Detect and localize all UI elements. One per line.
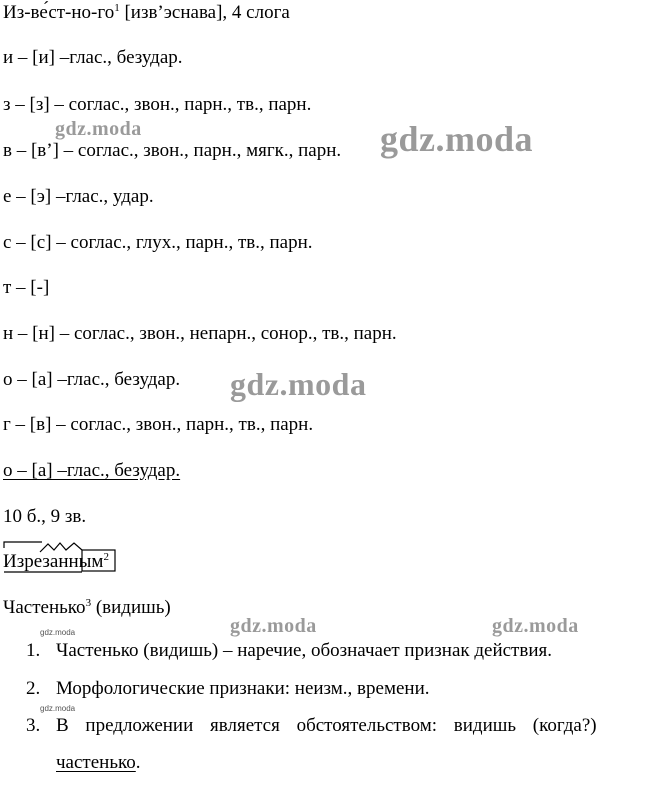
letter-line-9: г – [в] – соглас., звон., парн., тв., парн. [3,414,314,435]
morpheme-word: Изрезанным [3,551,104,572]
letter-line-3: в – [в’] – соглас., звон., парн., мягк., парн. [3,140,342,161]
list-item-3-underlined-word: частенько [56,752,136,773]
chastenko-footnote-mark: 3 [85,597,92,609]
letter-line-6: т – [-] [3,277,50,298]
header-word: Из-ве́ст-но-го [3,2,115,23]
list-item-3 [26,715,597,737]
chastenko-note: (видишь) [91,597,171,618]
list-item-number: 1. [26,640,41,661]
watermark-small: gdz.moda [40,628,76,637]
letter-line-5: с – [с] – соглас., глух., парн., тв., парн. [3,232,313,253]
watermark: gdz.moda [55,118,142,140]
header-line [3,2,290,24]
list-item-3-continuation [56,752,141,774]
header-transcription: [изв’эснава], 4 слога [119,2,290,23]
list-item-1 [26,640,552,662]
letter-line-8: о – [а] –глас., безудар. [3,369,181,390]
letter-line-1: и – [и] –глас., безудар. [3,47,183,68]
letter-line-4: е – [э] –глас., удар. [3,186,154,207]
letter-line-10: о – [а] –глас., безудар. [3,460,181,481]
watermark: gdz.moda [492,615,579,637]
morpheme-footnote-mark: 2 [103,551,109,563]
watermark-small: gdz.moda [40,704,76,713]
watermark: gdz.moda [230,615,317,637]
chastenko-word: Частенько [3,597,86,618]
morpheme-line [3,551,109,573]
watermark: gdz.moda [230,366,367,402]
chastenko-line [3,597,171,619]
list-item-text: В предложении является обстоятельством: видишь (когда?) [56,715,597,736]
letter-line-7: н – [н] – соглас., звон., непарн., сонор., тв., парн. [3,323,397,344]
list-item-2 [26,678,430,700]
list-item-text: Частенько (видишь) – наречие, обозначает признак действия. [56,640,552,661]
header-footnote-mark: 1 [114,2,120,14]
watermark: gdz.moda [380,119,534,159]
list-item-text: Морфологические признаки: неизм., времени. [56,678,430,699]
list-item-number: 2. [26,678,41,699]
list-item-number: 3. [26,715,41,736]
letter-line-2: з – [з] – соглас., звон., парн., тв., парн. [3,94,312,115]
list-item-3-period: . [135,752,141,773]
sound-letter-summary: 10 б., 9 зв. [3,506,87,527]
